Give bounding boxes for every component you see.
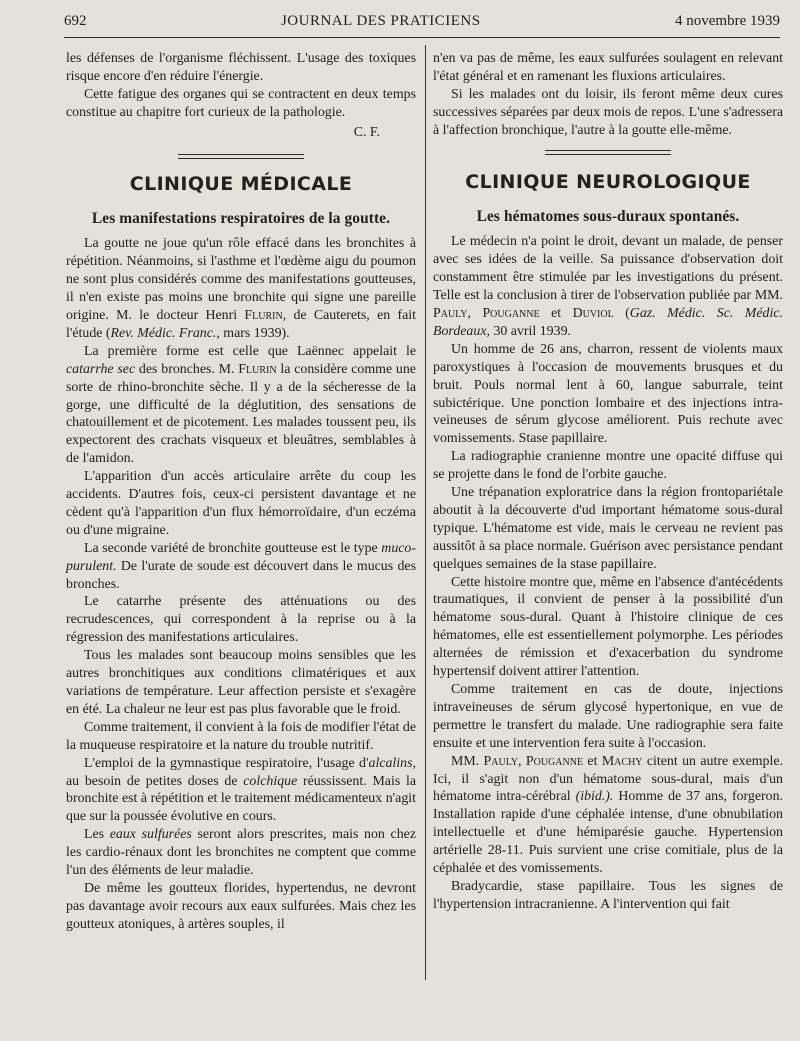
section-divider xyxy=(178,154,304,159)
section-title: CLINIQUE MÉDICALE xyxy=(129,172,353,195)
section-divider xyxy=(545,150,671,155)
article-title: Les hématomes sous-duraux spontanés. xyxy=(476,208,740,226)
author-name: Pouganne xyxy=(525,753,584,769)
author-name: Pouganne xyxy=(482,305,540,321)
paragraph: Les eaux sulfurées seront alors prescrites, mais non chez les cardio-rénaux dont les bronchites ne comptent que comme l'un des éléments de leur maladie. xyxy=(66,827,416,879)
paragraph: La première forme est celle que Laënnec appelait le catarrhe sec des bronches. M. Flurin la considère comme une sorte de rhino-bronchite sèche. Il y a de la sécheresse de la gorge, une difficulté de la déglutition, des sensations de chatouillement et de picotement. Les malades toussent peu, ils expectorent des crachats visqueux et bleuâtres, semblables à de l'amidon. xyxy=(66,343,416,467)
paragraph: Le médecin n'a point le droit, devant un malade, de penser avec ses idées de la veille. Sa puissance d'observation doit constamment être stimulée par les investigations du présent. Telle est la conclusion à tirer de l'observation publiée par MM. Pauly, Pouganne et Duviol (Gaz. Médic. Sc. Médic. Bordeaux, 30 avril 1939. xyxy=(433,234,783,339)
page-header xyxy=(64,13,780,37)
paragraph: Un homme de 26 ans, charron, ressent de violents maux paroxystiques à l'occasion de mouvements brusques et du bruit. Pouls normal lent à 60, langue saburrale, teint subictérique. Une ponction lombaire et des injections intra-veineuses de sérum glycose améliorent. Puis rechute avec vomissements. Stase papillaire. xyxy=(433,341,783,447)
paragraph: Le catarrhe présente des atténuations ou des recrudescences, qui correspondent à la reprise ou à la régression des manifestations articulaires. xyxy=(66,594,416,646)
paragraph: L'emploi de la gymnastique respiratoire, l'usage d'alcalins, au besoin de petites doses de colchique réussissent. Mais la bronchite est à répétition et le traitement médicamenteux n'agit que sur la poussée évolutive en cours. xyxy=(66,755,416,825)
issue-date: 4 novembre 1939 xyxy=(675,13,780,29)
paragraph: L'apparition d'un accès articulaire arrête du coup les accidents. D'autres fois, ceux-ci persistent davantage et ne cèdent qu'à l'apparition d'un flux hémorroïdaire, d'un eczéma ou d'une migraine. xyxy=(66,469,416,538)
reference: (ibid.). xyxy=(575,789,614,805)
author-name: Flurin xyxy=(238,361,277,377)
paragraph: La goutte ne joue qu'un rôle effacé dans les bronchites à répétition. Néanmoins, si l'asthme et l'œdème aigu du poumon ne sont plus considérés comme des manifestations goutteuses, il n'en existe pas moins une bronchite qui signe une pareille origine. M. le docteur Henri Flurin, de Cauterets, en fait l'étude (Rev. Médic. Franc., mars 1939). xyxy=(66,236,416,341)
paragraph: MM. Pauly, Pouganne et Machy citent un autre exemple. Ici, il s'agit non d'un hématome sous-dural, mais d'un hématome intra-cérébral (ibid.). Homme de 37 ans, forgeron. Installation rapide d'une céphalée intense, d'une obnubilation intellectuelle et d'une hémiparésie gauche. Hypertension artérielle 28-11. Puis survient une crise comitiale, plus de la céphalée et des vomissements. xyxy=(433,753,783,877)
paragraph: Cette fatigue des organes qui se contractent en deux temps constitue au chapitre fort curieux de la pathologie. xyxy=(66,86,416,120)
paragraph: Si les malades ont du loisir, ils feront même deux cures successives séparées par deux mois de repos. L'une s'adressera à l'affection bronchique, l'autre à la goutte elle-même. xyxy=(433,86,783,138)
journal-title: JOURNAL DES PRATICIENS xyxy=(280,13,481,29)
paragraph: Cette histoire montre que, même en l'absence d'antécédents traumatiques, il convient de penser à la possibilité d'un hématome sous-dural. Quant à l'histoire clinique de ces hématomes, elle est essentiellement polymorphe. Les périodes alternées de rémission et d'exacerbation du syndrome hypertensif doivent attirer l'attention. xyxy=(433,574,783,680)
paragraph: La radiographie cranienne montre une opacité diffuse qui se projette dans le fond de l'orbite gauche. xyxy=(433,449,783,483)
author-name: Machy xyxy=(601,753,643,769)
column-rule xyxy=(425,45,426,980)
paragraph: les défenses de l'organisme fléchissent. L'usage des toxiques risque encore d'en réduire l'énergie. xyxy=(66,51,416,84)
reference: Gaz. Médic. Sc. Médic. Bordeaux xyxy=(433,305,783,339)
paragraph: La seconde variété de bronchite goutteuse est le type muco-purulent. De l'urate de soude est découvert dans le mucus des bronches. xyxy=(66,540,416,592)
paragraph: Comme traitement en cas de doute, injections intraveineuses de sérum glycosé hypertonique, en vue de permettre le transfert du malade. Une radiographie sera faite ensuite et une intervention fera suite à l'occasion. xyxy=(433,682,783,751)
author-name: Pauly xyxy=(433,305,468,321)
reference: Rev. Médic. Franc. xyxy=(110,325,217,341)
page-number: 692 xyxy=(64,13,87,29)
paragraph: n'en va pas de même, les eaux sulfurées soulagent en relevant l'état général et en ramenant les fluxions articulaires. xyxy=(433,51,783,84)
paragraph: Tous les malades sont beaucoup moins sensibles que les autres bronchitiques aux conditions climatériques et aux variations de température. Leur affection persiste et s'exagère en été. La chaleur ne leur est pas plus favorable que le froid. xyxy=(66,648,416,717)
left-column xyxy=(66,50,416,934)
author-signature: C. F. xyxy=(353,124,380,140)
paragraph: De même les goutteux florides, hypertendus, ne devront pas davantage avoir recours aux eaux sulfurées. Mais chez les goutteux atoniques, à artères souples, il xyxy=(66,880,416,932)
right-column xyxy=(433,50,783,914)
paragraph: Bradycardie, stase papillaire. Tous les signes de l'hypertension intracranienne. A l'intervention qui fait xyxy=(433,878,783,912)
author-name: Pauly xyxy=(483,753,519,769)
section-title: CLINIQUE NEUROLOGIQUE xyxy=(465,170,751,193)
author-name: Duviol xyxy=(572,305,614,321)
paragraph: Une trépanation exploratrice dans la région frontopariétale aboutit à la découverte d'ud important hématome sous-dural typique. L'hématome est vide, mais le cerveau ne revient pas aussitôt à sa place normale. Guérison avec persistance pendant quelques semaines de la stase papillaire. xyxy=(433,485,783,572)
paragraph: Comme traitement, il convient à la fois de modifier l'état de la muqueuse respiratoire et la nature du trouble nutritif. xyxy=(66,719,416,753)
author-name: Flurin xyxy=(244,307,283,323)
article-title: Les manifestations respiratoires de la goutte. xyxy=(91,210,391,228)
header-rule xyxy=(64,37,780,38)
